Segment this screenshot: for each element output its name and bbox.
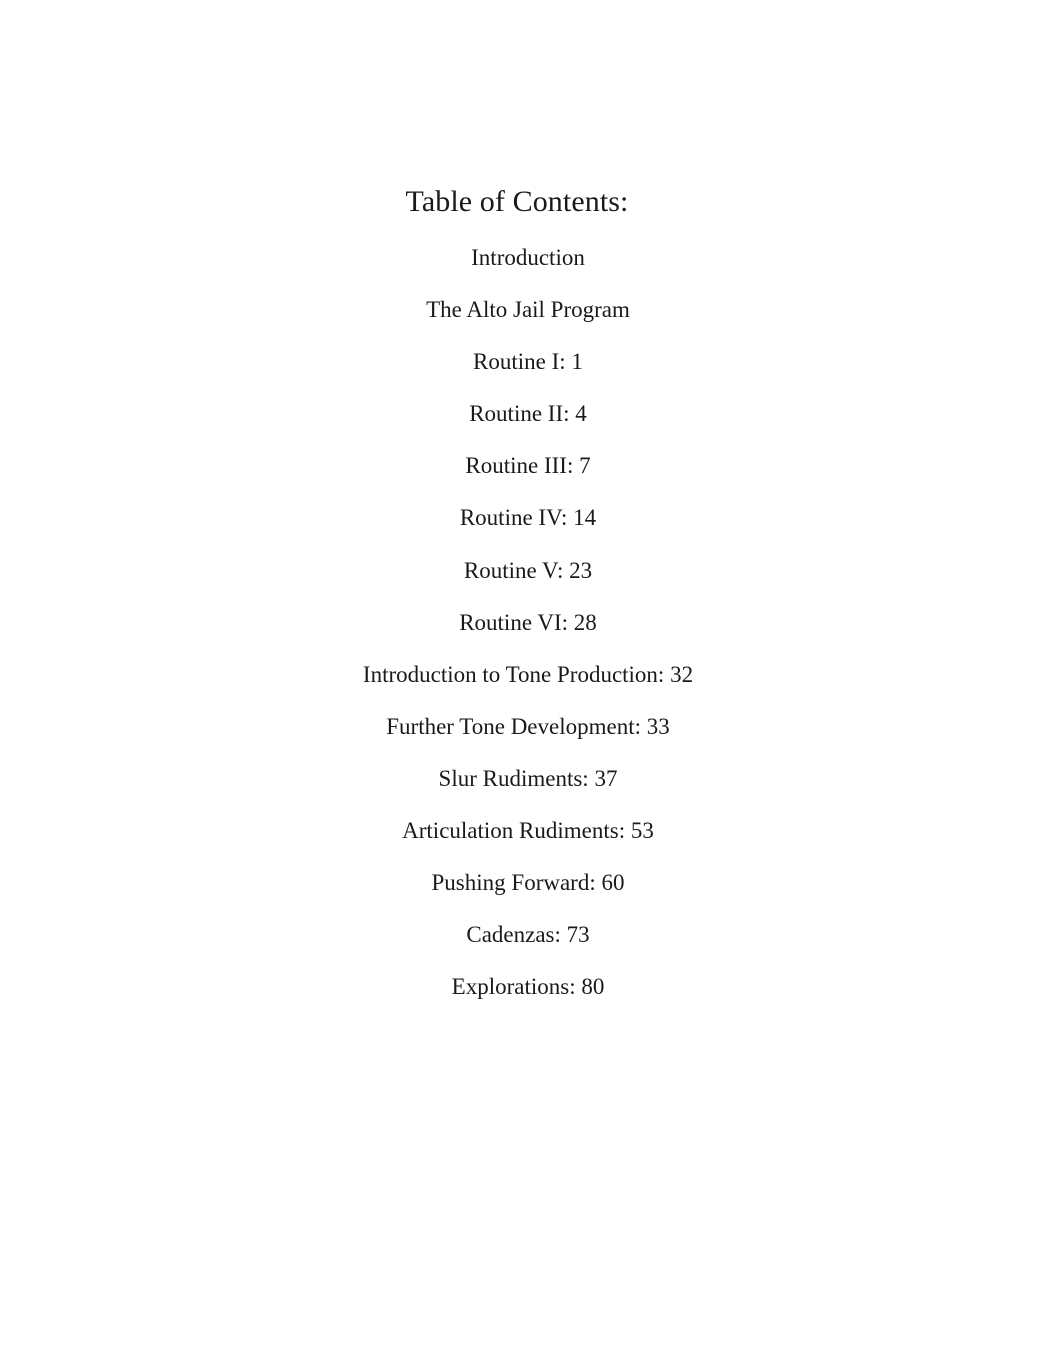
page-title: Table of Contents:	[405, 185, 629, 218]
toc-entry-cadenzas: Cadenzas: 73	[466, 922, 590, 948]
toc-entry-routine-4: Routine IV: 14	[459, 505, 597, 531]
toc-entry-explorations: Explorations: 80	[451, 974, 605, 1000]
toc-entry-pushing-forward: Pushing Forward: 60	[431, 870, 625, 896]
toc-entry-alto-jail-program: The Alto Jail Program	[426, 297, 630, 323]
toc-entry-routine-5: Routine V: 23	[463, 557, 593, 583]
table-of-contents-list	[0, 241, 1040, 1022]
toc-entry-introduction: Introduction	[471, 245, 585, 270]
toc-entry-routine-2: Routine II: 4	[469, 401, 587, 427]
toc-entry-routine-3: Routine III: 7	[465, 453, 591, 479]
toc-entry-articulation-rudiments: Articulation Rudiments: 53	[402, 818, 654, 844]
toc-entry-routine-1: Routine I: 1	[473, 349, 583, 375]
toc-entry-further-tone-development: Further Tone Development: 33	[386, 713, 670, 739]
toc-entry-routine-6: Routine VI: 28	[459, 609, 597, 635]
toc-entry-slur-rudiments: Slur Rudiments: 37	[438, 765, 618, 791]
toc-entry-intro-tone-production: Introduction to Tone Production: 32	[362, 661, 694, 687]
